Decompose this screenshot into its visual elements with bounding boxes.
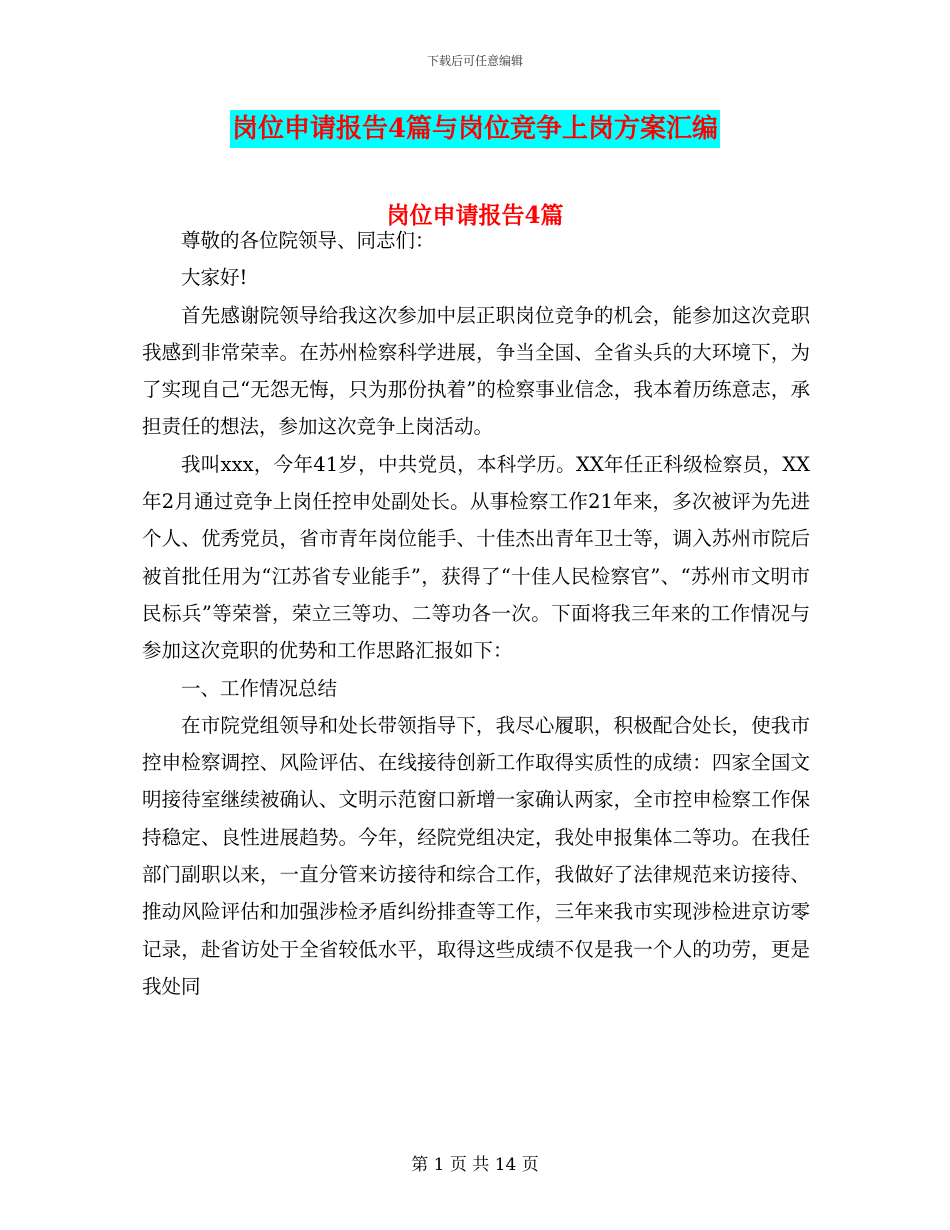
page-number-footer: 第 1 页 共 14 页 [411, 1155, 539, 1175]
section-title: 岗位申请报告4篇 [386, 202, 564, 229]
document-title: 岗位申请报告4篇与岗位竞争上岗方案汇编 [230, 110, 720, 148]
salutation: 尊敬的各位院领导、同志们： [181, 229, 435, 252]
body-paragraph: 我叫xxx，今年41岁，中共党员，本科学历。XX年任正科级检察员，XX年2月通过竞争上岗任控申处副处长。从事检察工作21年来，多次被评为先进个人、优秀党员，省市青年岗位能手、十佳杰出青年卫士等，调入苏州市院后被首批任用为“江苏省专业能手”，获得了“十佳人民检察官”、“苏州市文明市民标兵”等荣誉，荣立三等功、二等功各一次。下面将我三年来的工作情况与参加这次竞职的优势和工作思路汇报如下： [142, 452, 810, 663]
header-note: 下载后可任意编辑 [426, 54, 523, 68]
document-body [142, 222, 810, 1005]
body-paragraph: 首先感谢院领导给我这次参加中层正职岗位竞争的机会，能参加这次竞职我感到非常荣幸。在苏州检察科学进展，争当全国、全省头兵的大环境下，为了实现自己“无怨无悔，只为那份执着”的检察事业信念，我本着历练意志，承担责任的想法，参加这次竞争上岗活动。 [142, 303, 810, 439]
body-paragraph: 在市院党组领导和处长带领指导下，我尽心履职，积极配合处长，使我市控申检察调控、风险评估、在线接待创新工作取得实质性的成绩：四家全国文明接待室继续被确认、文明示范窗口新增一家确认两家，全市控申检察工作保持稳定、良性进展趋势。今年，经院党组决定，我处申报集体二等功。在我任部门副职以来，一直分管来访接待和综合工作，我做好了法律规范来访接待、推动风险评估和加强涉检矛盾纠纷排查等工作，三年来我市实现涉检进京访零记录，赴省访处于全省较低水平，取得这些成绩不仅是我一个人的功劳，更是我处同 [142, 713, 810, 998]
greeting: 大家好! [181, 266, 248, 290]
section-heading: 一、工作情况总结 [181, 676, 338, 700]
main-title-container [0, 110, 950, 148]
